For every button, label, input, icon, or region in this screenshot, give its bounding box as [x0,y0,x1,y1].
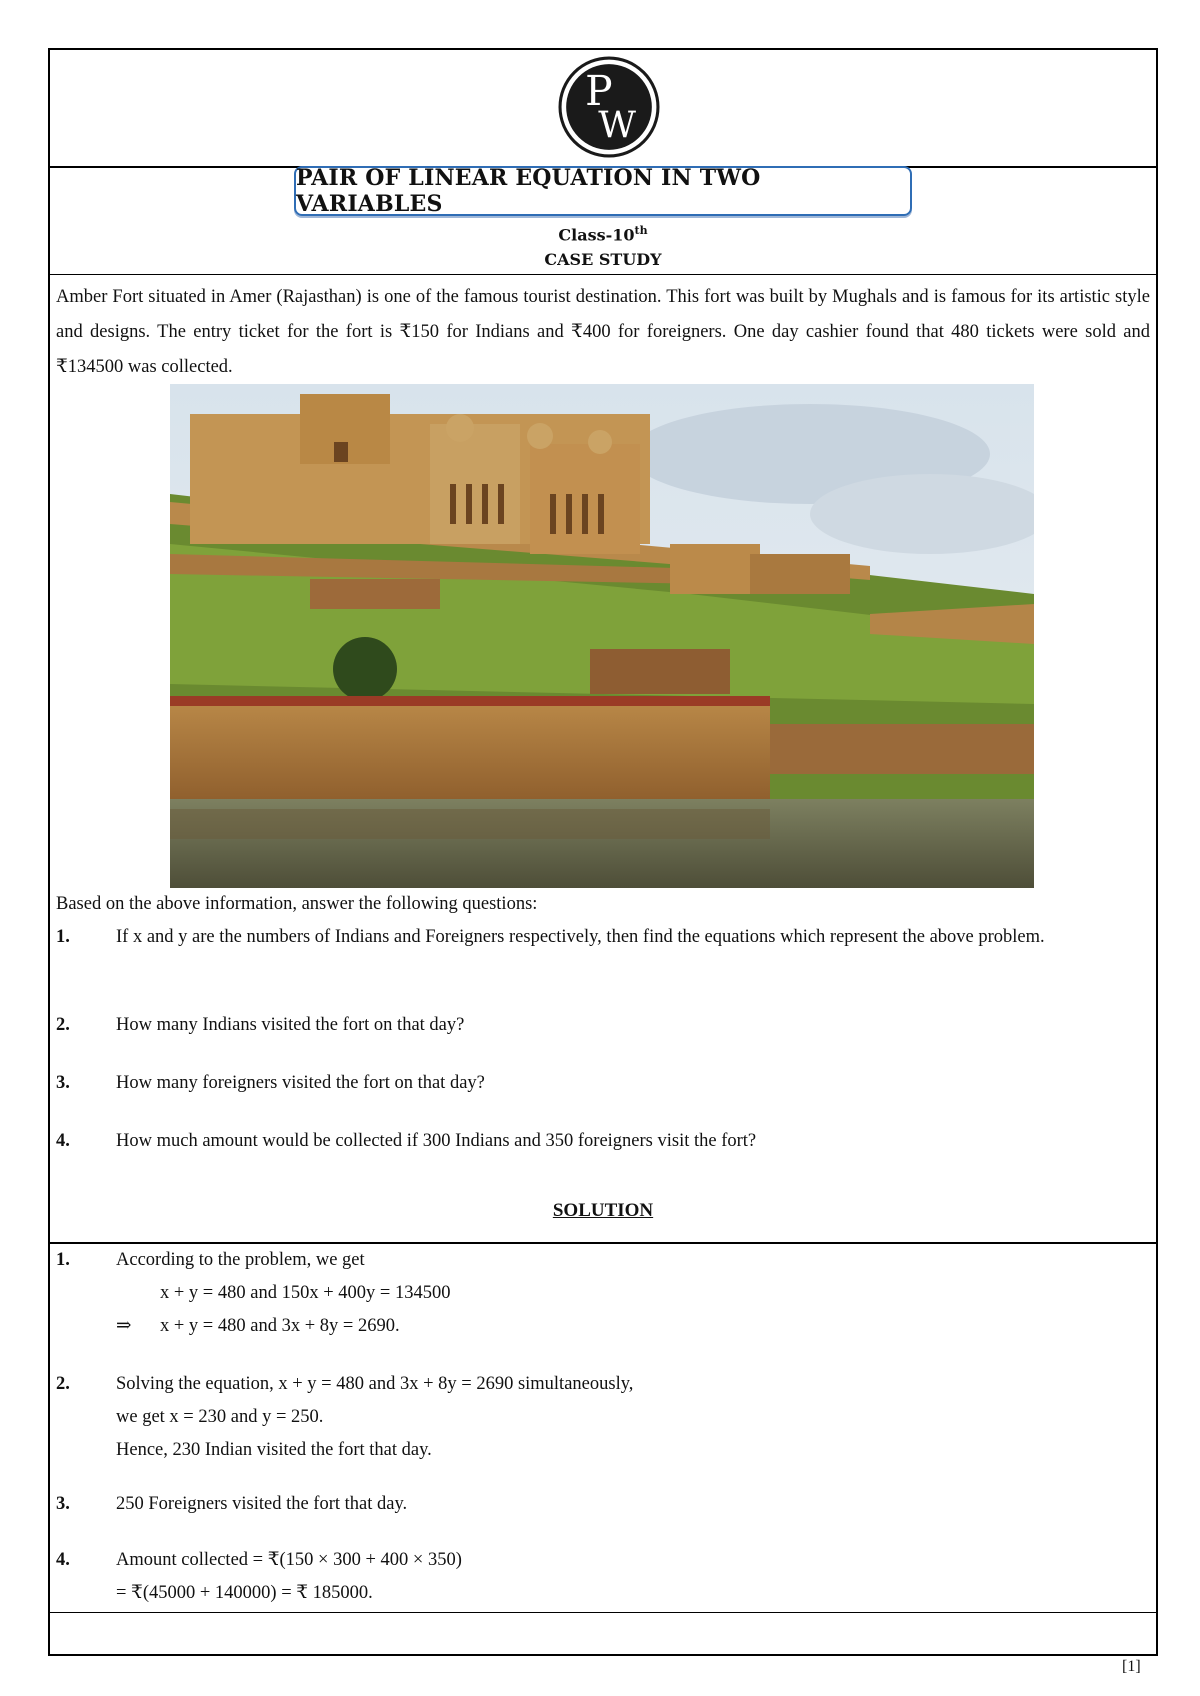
amber-fort-photo [170,384,1034,888]
footer-rule [50,1612,1156,1613]
answer-2 [56,1368,1152,1467]
question-text: If x and y are the numbers of Indians and Foreigners respectively, then find the equations which represent the above problem. [116,927,1045,947]
class-label [50,224,1156,244]
answer-line: = ₹(45000 + 140000) = ₹ 185000. [116,1583,373,1603]
title-box [294,166,912,216]
page-title: PAIR OF LINEAR EQUATION IN TWO VARIABLES [296,165,761,217]
question-number: 2. [56,1015,70,1035]
questions-lead: Based on the above information, answer the following questions: [56,894,538,914]
answer-3 [56,1488,1152,1521]
section-rule [50,274,1156,275]
logo-letter-p: P [585,66,613,115]
answer-line: According to the problem, we get [116,1250,365,1270]
answer-line: we get x = 230 and y = 250. [116,1407,324,1427]
answer-equation: x + y = 480 and 150x + 400y = 134500 [160,1283,451,1303]
implies-arrow: ⇒ [116,1316,132,1336]
answer-number: 4. [56,1550,70,1570]
question-number: 3. [56,1073,70,1093]
answer-line: Amount collected = ₹(150 × 300 + 400 × 350) [116,1550,462,1570]
question-1 [56,920,1152,955]
section-label: CASE STUDY [544,250,662,269]
page-number: [1] [1122,1658,1141,1675]
class-suffix: th [634,224,648,237]
question-text: How much amount would be collected if 300 Indians and 350 foreigners visit the fort? [116,1131,757,1151]
answer-number: 3. [56,1494,70,1514]
answer-line: 250 Foreigners visited the fort that day. [116,1494,408,1514]
solution-heading: SOLUTION [552,1200,654,1221]
question-3 [56,1066,1152,1101]
question-number: 4. [56,1131,70,1151]
answer-equation: x + y = 480 and 3x + 8y = 2690. [160,1316,400,1336]
answer-number: 1. [56,1250,70,1270]
question-text: How many Indians visited the fort on that day? [116,1015,465,1035]
logo-area [50,50,1156,166]
question-text: How many foreigners visited the fort on that day? [116,1073,485,1093]
intro-paragraph: Amber Fort situated in Amer (Rajasthan) is one of the famous tourist destination. This fort was built by Mughals and is famous for its artistic style and designs. The entry ticket for the fort is ₹150 for Indians and ₹400 for foreigners. One day cashier found that 480 tickets were sold and ₹134500 was collected. [56,287,1150,377]
answer-4 [56,1544,1152,1610]
class-prefix: Class-10 [558,225,635,245]
page-frame [48,48,1158,1656]
question-2 [56,1008,1152,1043]
question-number: 1. [56,927,70,947]
answer-number: 2. [56,1374,70,1394]
answer-1 [56,1244,1152,1343]
question-4 [56,1124,1152,1159]
answer-line: Solving the equation, x + y = 480 and 3x + 8y = 2690 simultaneously, [116,1374,634,1394]
pw-logo-icon [558,56,660,158]
logo-letter-w: W [598,103,637,147]
answer-line: Hence, 230 Indian visited the fort that day. [116,1440,432,1460]
